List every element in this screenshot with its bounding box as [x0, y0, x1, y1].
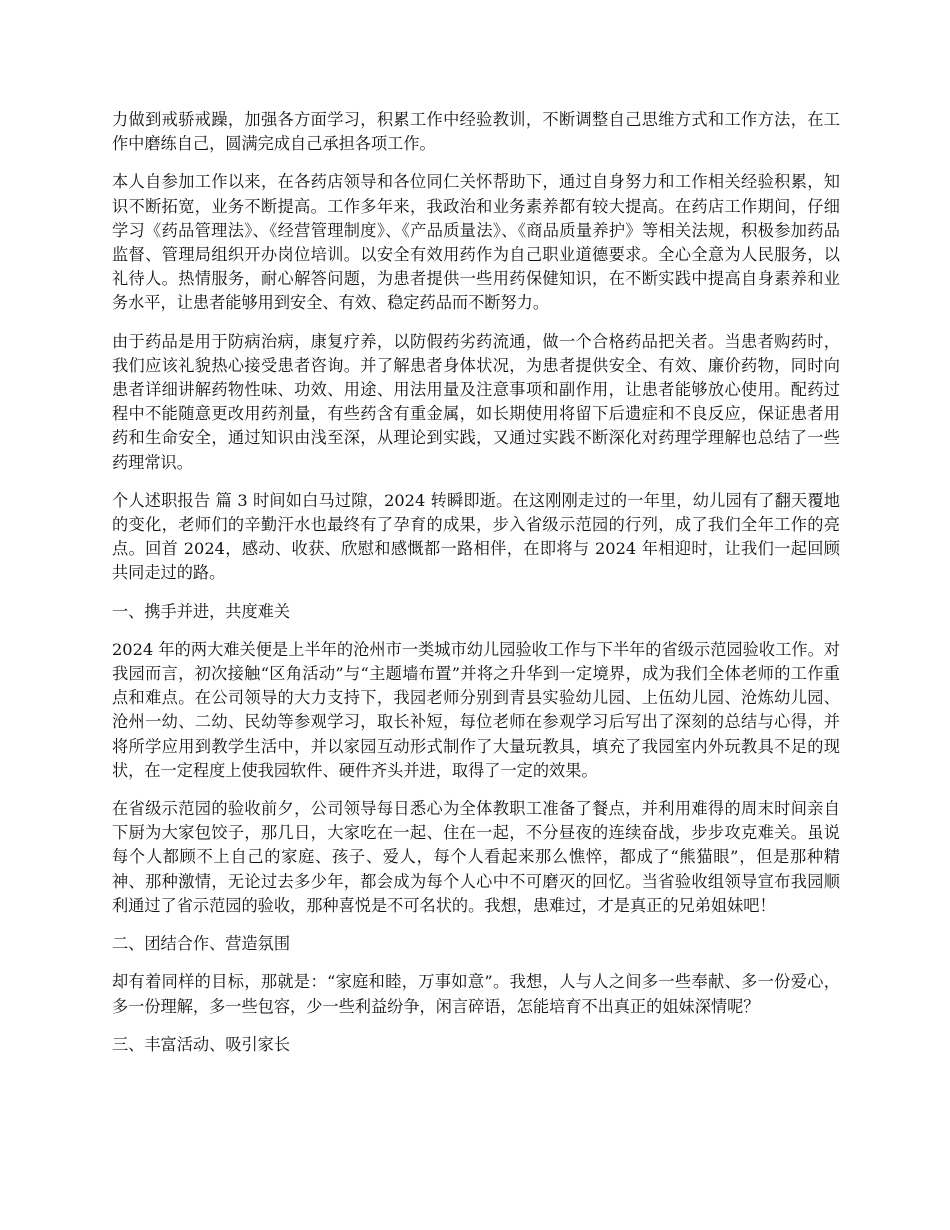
section-heading-3: 三、丰富活动、吸引家长 — [112, 1034, 291, 1054]
document-body — [112, 108, 840, 1071]
paragraph-intro-continued: 力做到戒骄戒躁，加强各方面学习，积累工作中经验教训，不断调整自己思维方式和工作方法，在工作中磨练自己，圆满完成自己承担各项工作。 — [112, 110, 840, 154]
paragraph-section-1-a: 2024 年的两大难关便是上半年的沧州市一类城市幼儿园验收工作与下半年的省级示范园验收工作。对我园而言，初次接触“区角活动”与“主题墙布置”并将之升华到一定境界，成为我们全体老师的工作重点和难点。在公司领导的大力支持下，我园老师分别到青县实验幼儿园、上伍幼儿园、沧炼幼儿园、沧州一幼、二幼、民幼等参观学习，取长补短，每位老师在参观学习后写出了深刻的总结与心得，并将所学应用到教学生活中，并以家园互动形式制作了大量玩教具，填充了我园室内外玩教具不足的现状，在一定程度上使我园软件、硬件齐头并进，取得了一定的效果。 — [112, 639, 840, 780]
section-heading-1: 一、携手并进，共度难关 — [112, 601, 291, 621]
paragraph-report-intro: 个人述职报告 篇 3 时间如白马过隙，2024 转瞬即逝。在这刚刚走过的一年里，幼儿园有了翻天覆地的变化，老师们的辛勤汗水也最终有了孕育的成果，步入省级示范园的行列，成了我们全年工作的亮点。回首 2024，感动、收获、欣慰和感慨都一路相伴，在即将与 2024 年相迎时，让我们一起回顾共同走过的路。 — [112, 490, 840, 583]
paragraph-drug-quality: 由于药品是用于防病治病，康复疗养，以防假药劣药流通，做一个合格药品把关者。当患者购药时，我们应该礼貌热心接受患者咨询。并了解患者身体状况，为患者提供安全、有效、廉价药物，同时向患者详细讲解药物性味、功效、用途、用法用量及注意事项和副作用，让患者能够放心使用。配药过程中不能随意更改用药剂量，有些药含有重金属，如长期使用将留下后遗症和不良反应，保证患者用药和生命安全，通过知识由浅至深，从理论到实践，又通过实践不断深化对药理学理解也总结了一些药理常识。 — [112, 331, 840, 472]
section-heading-2: 二、团结合作、营造氛围 — [112, 934, 291, 954]
paragraph-section-1-b: 在省级示范园的验收前夕，公司领导每日悉心为全体教职工准备了餐点，并利用难得的周末时间亲自下厨为大家包饺子，那几日，大家吃在一起、住在一起，不分昼夜的连续奋战，步步攻克难关。虽说每个人都顾不上自己的家庭、孩子、爱人，每个人看起来那么憔悴，都成了“熊猫眼”，但是那种精神、那种激情，无论过去多少年，都会成为每个人心中不可磨灭的回忆。当省验收组领导宣布我园顺利通过了省示范园的验收，那种喜悦是不可名状的。我想，患难过，才是真正的兄弟姐妹吧！ — [112, 799, 840, 915]
paragraph-section-2: 却有着同样的目标，那就是：“家庭和睦，万事如意”。我想，人与人之间多一些奉献、多一份爱心，多一份理解，多一些包容，少一些利益纷争，闲言碎语，怎能培育不出真正的姐妹深情呢？ — [112, 972, 840, 1016]
paragraph-pharmacy-experience: 本人自参加工作以来，在各药店领导和各位同仁关怀帮助下，通过自身努力和工作相关经验积累，知识不断拓宽，业务不断提高。工作多年来，我政治和业务素养都有较大提高。在药店工作期间，仔细学习《药品管理法》、《经营管理制度》、《产品质量法》、《商品质量养护》等相关法规，积极参加药品监督、管理局组织开办岗位培训。以安全有效用药作为自己职业道德要求。全心全意为人民服务，以礼待人。热情服务，耐心解答问题，为患者提供一些用药保健知识，在不断实践中提高自身素养和业务水平，让患者能够用到安全、有效、稳定药品而不断努力。 — [112, 172, 840, 313]
